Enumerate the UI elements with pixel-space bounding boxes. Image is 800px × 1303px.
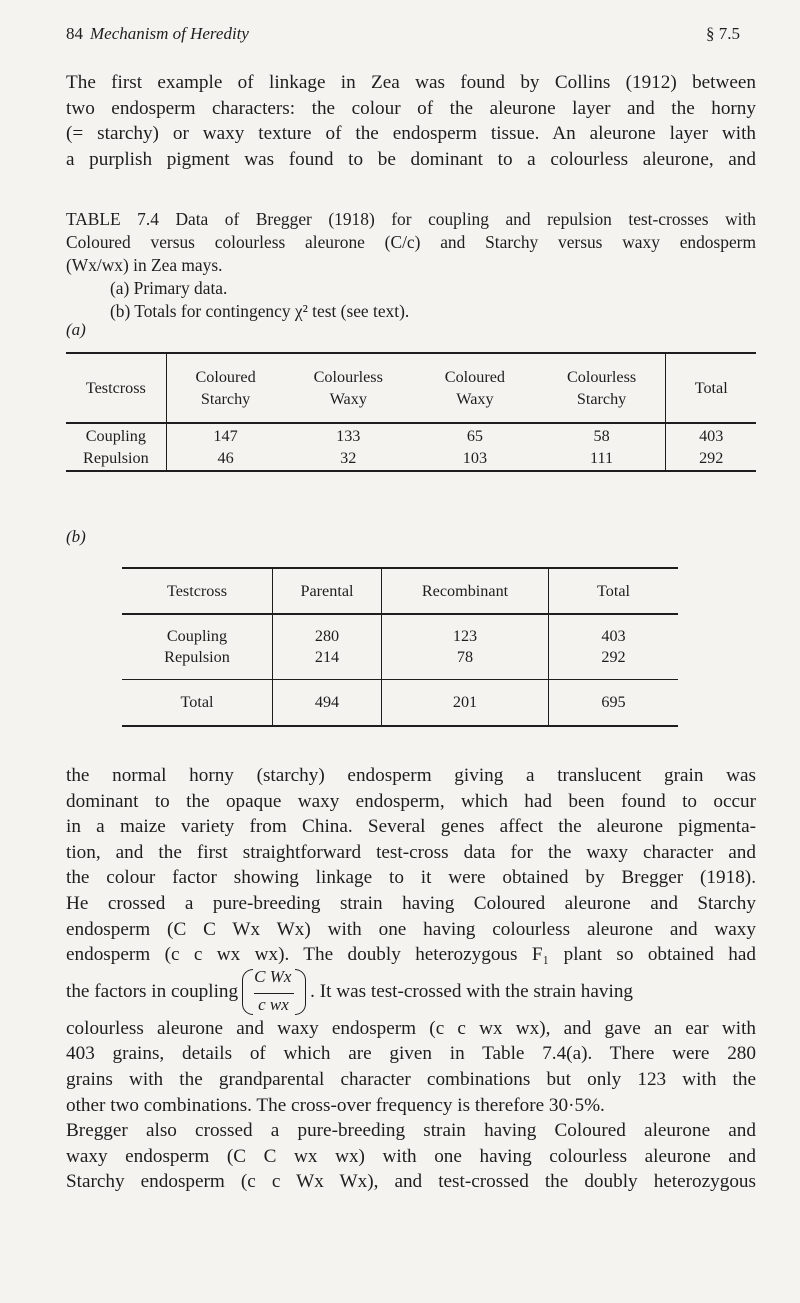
para2-line: the normal horny (starchy) endosperm giving a translucent grain was bbox=[66, 765, 756, 786]
table-row bbox=[66, 423, 756, 471]
table-cell: 403 292 bbox=[549, 614, 679, 680]
paragraph-bregger bbox=[66, 763, 756, 1195]
table-b-label: (b) bbox=[66, 527, 86, 546]
table-cell: Coupling Repulsion bbox=[66, 423, 166, 471]
table-cell: 147 46 bbox=[213, 427, 238, 467]
table-a-label: (a) bbox=[66, 320, 86, 339]
para2-line: grains with the grandparental character combinations but only 123 with the bbox=[66, 1068, 756, 1090]
para2-line: endosperm (c c wx wx). The doubly heterozygous F₁ plant so obtained had bbox=[66, 944, 756, 966]
coupling-line bbox=[66, 968, 756, 1016]
table-row bbox=[122, 614, 678, 680]
para2-line: waxy endosperm (C C wx wx) with one having colourless aleurone and bbox=[66, 1145, 756, 1167]
para2-line: the colour factor showing linkage to it were obtained by Bregger (1918). bbox=[66, 867, 756, 889]
table-caption bbox=[66, 208, 756, 323]
para1-line: a purplish pigment was found to be dominant to a colourless aleurone, and bbox=[66, 148, 756, 170]
table-header-row bbox=[66, 353, 756, 423]
fraction-bar bbox=[254, 993, 294, 994]
col-header: Coloured Starchy bbox=[166, 353, 284, 423]
table-cell: 494 bbox=[273, 680, 382, 727]
table-cell: Total bbox=[180, 693, 214, 711]
col-header: Total bbox=[666, 353, 756, 423]
para2-line: tion, and the first straightforward test-cross data for the waxy character and bbox=[66, 841, 756, 863]
col-header: Total bbox=[549, 568, 679, 614]
paragraph-intro bbox=[66, 70, 756, 172]
page-number: 84 bbox=[66, 24, 83, 43]
running-title: Mechanism of Heredity bbox=[90, 24, 249, 43]
fraction-denominator: c wx bbox=[258, 995, 289, 1015]
para2-line: in a maize variety from China. Several genes affect the aleurone pigmenta- bbox=[66, 816, 756, 838]
table-cell: 123 78 bbox=[382, 614, 549, 680]
coupling-text: the factors in coupling bbox=[66, 980, 239, 1002]
para2-line: He crossed a pure-breeding strain having Coloured aleurone and Starchy bbox=[66, 892, 756, 914]
table-cell: 201 bbox=[382, 680, 549, 727]
caption-line-1: TABLE 7.4 Data of Bregger (1918) for coupling and repulsion test-crosses with bbox=[66, 209, 756, 229]
caption-sub-a: (a) Primary data. bbox=[110, 278, 228, 298]
right-paren bbox=[295, 969, 306, 1015]
para1-line: The first example of linkage in Zea was found by Collins (1912) between bbox=[66, 72, 756, 93]
para2-line: colourless aleurone and waxy endosperm (c c wx wx), and gave an ear with bbox=[66, 1017, 756, 1039]
col-header: Colourless Waxy bbox=[284, 353, 412, 423]
para1-line: (= starchy) or waxy texture of the endosperm tissue. An aleurone layer with bbox=[66, 123, 756, 145]
table-header-row bbox=[122, 568, 678, 614]
table-contingency-totals bbox=[122, 567, 678, 727]
para2-line: dominant to the opaque waxy endosperm, which had been found to occur bbox=[66, 790, 756, 812]
para2-line: Starchy endosperm (c c Wx Wx), and test-crossed the doubly heterozygous bbox=[66, 1171, 756, 1193]
para1-line: two endosperm characters: the colour of the aleurone layer and the horny bbox=[66, 97, 756, 119]
table-cell: 403 292 bbox=[666, 423, 756, 471]
table-cell: Coupling Repulsion bbox=[122, 614, 273, 680]
col-header: Parental bbox=[273, 568, 382, 614]
table-cell: 58 111 bbox=[590, 427, 614, 467]
caption-line-2: Coloured versus colourless aleurone (C/c) and Starchy versus waxy endosperm bbox=[66, 232, 756, 252]
section-number: § 7.5 bbox=[706, 24, 740, 43]
running-header bbox=[66, 24, 740, 48]
left-paren bbox=[242, 969, 253, 1015]
para2-line: endosperm (C C Wx Wx) with one having colourless aleurone and waxy bbox=[66, 918, 756, 940]
table-primary-data bbox=[66, 352, 756, 472]
caption-line-3: (Wx/wx) in Zea mays. bbox=[66, 255, 223, 275]
para2-line: 403 grains, details of which are given in Table 7.4(a). There were 280 bbox=[66, 1043, 756, 1065]
genotype-fraction bbox=[242, 969, 306, 1015]
table-cell: 695 bbox=[549, 680, 679, 727]
col-header: Coloured Waxy bbox=[412, 353, 538, 423]
col-header: Colourless Starchy bbox=[538, 353, 666, 423]
table-total-row bbox=[122, 680, 678, 727]
para2-line: other two combinations. The cross-over frequency is therefore 30·5%. bbox=[66, 1094, 605, 1116]
col-header: Recombinant bbox=[382, 568, 549, 614]
table-cell: 65 103 bbox=[462, 427, 488, 467]
col-header: Testcross bbox=[122, 568, 273, 614]
caption-sub-b: (b) Totals for contingency χ² test (see text). bbox=[110, 301, 410, 321]
para2-line: Bregger also crossed a pure-breeding strain having Coloured aleurone and bbox=[66, 1120, 756, 1142]
coupling-text-after: . It was test-crossed with the strain having bbox=[310, 980, 634, 1002]
table-cell: 133 32 bbox=[336, 427, 361, 467]
fraction-numerator: C Wx bbox=[254, 967, 292, 987]
table-cell: 280 214 bbox=[273, 614, 382, 680]
col-header: Testcross bbox=[66, 353, 166, 423]
